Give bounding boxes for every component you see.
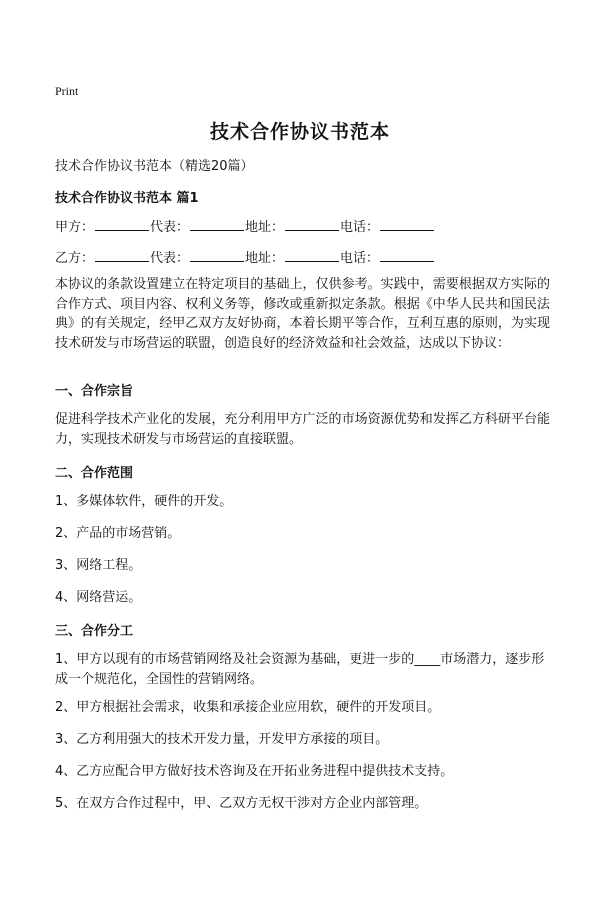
list-item: 2、甲方根据社会需求，收集和承接企业应用软，硬件的开发项目。 — [55, 700, 441, 715]
list-item: 1、多媒体软件，硬件的开发。 — [55, 494, 233, 509]
intro-paragraph: 本协议的条款设置建立在特定项目的基础上，仅供参考。实践中，需要根据双方实际的合作方式、项目内容、权利义务等，修改或重新拟定条款。根据《中华人民共和国民法典》的有关规定，经甲乙双方友好协商，本着长期平等合作，互利互惠的原则，为实现技术研发与市场营运的联盟，创造良好的经济效益和社会效益，达成以下协议： — [55, 277, 550, 351]
party-a-label: 甲方： — [55, 220, 95, 235]
party-b-addr-blank — [285, 249, 339, 262]
party-b-phone-blank — [380, 249, 434, 262]
list-item: 2、产品的市场营销。 — [55, 526, 181, 541]
party-a-rep-label: 代表： — [150, 220, 190, 235]
party-a-phone-label: 电话： — [340, 220, 380, 235]
list-item: 4、网络营运。 — [55, 590, 142, 605]
party-a-addr-label: 地址： — [245, 220, 285, 235]
section-3-heading: 三、合作分工 — [55, 624, 134, 639]
party-b-addr-label: 地址： — [245, 251, 285, 266]
section-1-heading: 一、合作宗旨 — [55, 384, 134, 399]
list-item: 5、在双方合作过程中，甲、乙双方无权干涉对方企业内部管理。 — [55, 796, 428, 811]
document-subtitle: 技术合作协议书范本（精选20篇） — [55, 159, 254, 174]
party-b-rep-label: 代表： — [150, 251, 190, 266]
party-a-phone-blank — [380, 218, 434, 231]
party-b-row — [55, 247, 435, 266]
party-b-name-blank — [95, 249, 149, 262]
page-title: 技术合作协议书范本 — [209, 121, 390, 143]
list-item: 4、乙方应配合甲方做好技术咨询及在开拓业务进程中提供技术支持。 — [55, 764, 454, 779]
section-1-text: 促进科学技术产业化的发展，充分利用甲方广泛的市场资源优势和发挥乙方科研平台能力，实现技术研发与市场营运的直接联盟。 — [55, 412, 550, 447]
party-a-rep-blank — [190, 218, 244, 231]
party-b-label: 乙方： — [55, 251, 95, 266]
party-a-name-blank — [95, 218, 149, 231]
party-a-row — [55, 216, 435, 235]
party-b-rep-blank — [190, 249, 244, 262]
print-link[interactable]: Print — [55, 84, 79, 98]
section-2-heading: 二、合作范围 — [55, 466, 134, 481]
list-item: 3、乙方利用强大的技术开发力量，开发甲方承接的项目。 — [55, 732, 389, 747]
party-b-phone-label: 电话： — [340, 251, 380, 266]
party-a-addr-blank — [285, 218, 339, 231]
list-item: 1、甲方以现有的市场营销网络及社会资源为基础，更进一步的____市场潜力，逐步形成一个规范化，全国性的营销网络。 — [55, 652, 545, 687]
list-item: 3、网络工程。 — [55, 558, 142, 573]
part-heading: 技术合作协议书范本 篇1 — [55, 191, 199, 206]
